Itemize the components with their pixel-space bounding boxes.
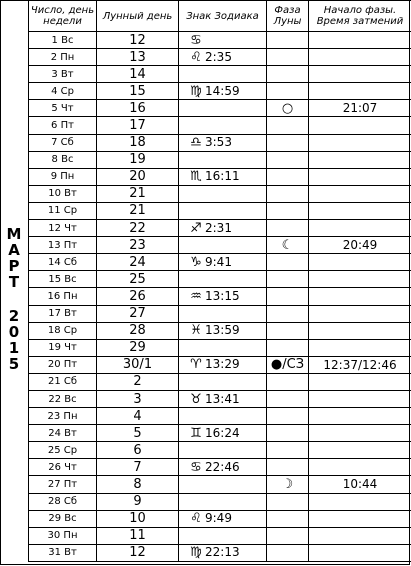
date-cell: 19 Чт (29, 339, 97, 356)
zodiac-cell (179, 390, 267, 407)
header-date: Число, день недели (29, 1, 97, 32)
zodiac-cell (179, 168, 267, 185)
side-year-digit: 5 (8, 354, 20, 373)
date-cell: 9 Пн (29, 168, 97, 185)
phase-time-cell (309, 168, 411, 185)
table-row (29, 49, 411, 66)
table-row (29, 271, 411, 288)
zodiac-cell (179, 202, 267, 219)
zodiac-cell (179, 100, 267, 117)
table-row (29, 151, 411, 168)
phase-time-cell (309, 32, 411, 49)
phase-time-cell (309, 442, 411, 459)
table-row (29, 237, 411, 254)
zodiac-sign-icon: ♉ (190, 391, 202, 407)
date-cell: 23 Пн (29, 408, 97, 425)
zodiac-cell (179, 459, 267, 476)
table-row (29, 322, 411, 339)
lunar-day-cell: 3 (97, 390, 179, 407)
moon-phase-cell: ☽ (267, 476, 309, 493)
zodiac-cell (179, 339, 267, 356)
lunar-day-cell: 20 (97, 168, 179, 185)
table-row (29, 425, 411, 442)
table-row (29, 459, 411, 476)
table-row (29, 390, 411, 407)
zodiac-sign-icon: ♓ (190, 323, 202, 339)
moon-phase-cell (267, 134, 309, 151)
moon-phase-cell (267, 339, 309, 356)
lunar-day-cell: 14 (97, 66, 179, 83)
zodiac-cell (179, 373, 267, 390)
date-cell: 3 Вт (29, 66, 97, 83)
date-cell: 1 Вс (29, 32, 97, 49)
table-row (29, 356, 411, 373)
moon-phase-cell (267, 544, 309, 561)
zodiac-time: 16:24 (205, 425, 240, 440)
zodiac-time: 3:53 (205, 135, 232, 150)
zodiac-sign-icon: ♑ (190, 254, 202, 270)
moon-phase-cell (267, 185, 309, 202)
date-cell: 18 Ср (29, 322, 97, 339)
table-row (29, 168, 411, 185)
lunar-day-cell: 28 (97, 322, 179, 339)
header-phase-time: Начало фазы. Время затмений (309, 1, 411, 32)
side-month (7, 226, 22, 290)
table-row (29, 202, 411, 219)
lunar-day-cell: 25 (97, 271, 179, 288)
table-row (29, 254, 411, 271)
zodiac-cell (179, 442, 267, 459)
lunar-day-cell: 7 (97, 459, 179, 476)
zodiac-cell (179, 356, 267, 373)
date-cell: 17 Вт (29, 305, 97, 322)
phase-time-cell (309, 459, 411, 476)
zodiac-cell (179, 544, 267, 561)
date-cell: 29 Вс (29, 510, 97, 527)
date-cell: 20 Пт (29, 356, 97, 373)
zodiac-sign-icon: ♍ (190, 83, 202, 99)
zodiac-cell (179, 66, 267, 83)
moon-phase-cell (267, 288, 309, 305)
moon-phase-cell (267, 442, 309, 459)
lunar-day-cell: 17 (97, 117, 179, 134)
date-cell: 16 Пн (29, 288, 97, 305)
zodiac-time: 14:59 (205, 83, 240, 98)
moon-phase-cell (267, 425, 309, 442)
zodiac-cell (179, 134, 267, 151)
phase-time-cell: 12:37/12:46 (309, 356, 411, 373)
date-cell: 11 Ср (29, 202, 97, 219)
phase-time-cell (309, 254, 411, 271)
zodiac-cell (179, 305, 267, 322)
zodiac-cell (179, 527, 267, 544)
lunar-day-cell: 4 (97, 408, 179, 425)
zodiac-cell (179, 476, 267, 493)
zodiac-sign-icon: ♈ (190, 357, 202, 373)
date-cell: 15 Вс (29, 271, 97, 288)
zodiac-cell (179, 117, 267, 134)
phase-time-cell (309, 220, 411, 237)
table-row (29, 288, 411, 305)
table-row (29, 442, 411, 459)
date-cell: 6 Пт (29, 117, 97, 134)
zodiac-cell (179, 425, 267, 442)
date-cell: 10 Вт (29, 185, 97, 202)
table-row (29, 373, 411, 390)
calendar-table (28, 0, 411, 562)
moon-phase-cell (267, 408, 309, 425)
phase-time-cell: 21:07 (309, 100, 411, 117)
moon-phase-cell: ●/СЗ (267, 356, 309, 373)
moon-phase-cell (267, 493, 309, 510)
table-row (29, 100, 411, 117)
table-row (29, 527, 411, 544)
date-cell: 4 Ср (29, 83, 97, 100)
phase-time-cell (309, 66, 411, 83)
lunar-day-cell: 24 (97, 254, 179, 271)
zodiac-cell (179, 288, 267, 305)
phase-time-cell (309, 544, 411, 561)
date-cell: 30 Пн (29, 527, 97, 544)
side-month-letter: А (8, 240, 20, 259)
month-year-label (0, 31, 28, 566)
lunar-day-cell: 26 (97, 288, 179, 305)
zodiac-cell (179, 493, 267, 510)
table-row (29, 408, 411, 425)
zodiac-cell (179, 32, 267, 49)
phase-time-cell (309, 493, 411, 510)
lunar-day-cell: 8 (97, 476, 179, 493)
phase-time-cell (309, 288, 411, 305)
lunar-day-cell: 9 (97, 493, 179, 510)
moon-phase-cell (267, 168, 309, 185)
zodiac-cell (179, 49, 267, 66)
lunar-day-cell: 2 (97, 373, 179, 390)
phase-time-cell (309, 339, 411, 356)
moon-phase-cell (267, 220, 309, 237)
phase-time-cell (309, 185, 411, 202)
phase-time-cell (309, 390, 411, 407)
lunar-day-cell: 16 (97, 100, 179, 117)
lunar-day-cell: 15 (97, 83, 179, 100)
lunar-day-cell: 13 (97, 49, 179, 66)
calendar-body (29, 32, 411, 562)
zodiac-sign-icon: ♍ (190, 545, 202, 561)
header-row (29, 1, 411, 32)
zodiac-time: 13:15 (205, 288, 240, 303)
phase-time-cell (309, 202, 411, 219)
zodiac-cell (179, 237, 267, 254)
lunar-day-cell: 12 (97, 544, 179, 561)
moon-phase-cell: ☾ (267, 237, 309, 254)
table-row (29, 493, 411, 510)
date-cell: 12 Чт (29, 220, 97, 237)
side-month-letter: Р (8, 256, 20, 275)
header-zodiac: Знак Зодиака (179, 1, 267, 32)
zodiac-cell (179, 83, 267, 100)
lunar-day-cell: 21 (97, 185, 179, 202)
side-month-letter: М (6, 224, 22, 243)
zodiac-cell (179, 151, 267, 168)
side-year-digit: 2 (8, 306, 20, 325)
zodiac-cell (179, 185, 267, 202)
zodiac-sign-icon: ♌ (190, 49, 202, 65)
lunar-day-cell: 18 (97, 134, 179, 151)
phase-time-cell (309, 49, 411, 66)
lunar-day-cell: 29 (97, 339, 179, 356)
date-cell: 24 Вт (29, 425, 97, 442)
lunar-day-cell: 11 (97, 527, 179, 544)
phase-time-cell (309, 510, 411, 527)
date-cell: 31 Вт (29, 544, 97, 561)
lunar-day-cell: 6 (97, 442, 179, 459)
zodiac-time: 2:35 (205, 49, 232, 64)
zodiac-time: 22:13 (205, 545, 240, 560)
moon-phase-cell (267, 151, 309, 168)
zodiac-time: 22:46 (205, 459, 240, 474)
date-cell: 21 Сб (29, 373, 97, 390)
zodiac-sign-icon: ♒ (190, 288, 202, 304)
lunar-day-cell: 23 (97, 237, 179, 254)
lunar-day-cell: 30/1 (97, 356, 179, 373)
phase-time-cell (309, 425, 411, 442)
table-row (29, 339, 411, 356)
zodiac-time: 2:31 (205, 220, 232, 235)
moon-phase-cell: ○ (267, 100, 309, 117)
moon-phase-cell (267, 32, 309, 49)
date-cell: 8 Вс (29, 151, 97, 168)
lunar-day-cell: 21 (97, 202, 179, 219)
date-cell: 7 Сб (29, 134, 97, 151)
moon-phase-cell (267, 305, 309, 322)
lunar-day-cell: 27 (97, 305, 179, 322)
zodiac-time: 13:59 (205, 323, 240, 338)
zodiac-cell (179, 254, 267, 271)
side-year-digit: 0 (8, 322, 20, 341)
phase-time-cell: 10:44 (309, 476, 411, 493)
side-year (9, 308, 19, 372)
zodiac-sign-icon: ♏ (190, 169, 202, 185)
date-cell: 22 Вс (29, 390, 97, 407)
zodiac-time: 16:11 (205, 169, 240, 184)
header-moon-phase: Фаза Луны (267, 1, 309, 32)
moon-phase-cell (267, 66, 309, 83)
lunar-day-cell: 12 (97, 32, 179, 49)
lunar-day-cell: 10 (97, 510, 179, 527)
moon-phase-cell (267, 510, 309, 527)
phase-time-cell (309, 83, 411, 100)
moon-phase-cell (267, 202, 309, 219)
table-row (29, 510, 411, 527)
date-cell: 13 Пт (29, 237, 97, 254)
table-row (29, 66, 411, 83)
zodiac-cell (179, 510, 267, 527)
zodiac-cell (179, 322, 267, 339)
lunar-day-cell: 19 (97, 151, 179, 168)
phase-time-cell (309, 373, 411, 390)
phase-time-cell (309, 151, 411, 168)
moon-phase-cell (267, 117, 309, 134)
table-row (29, 83, 411, 100)
zodiac-sign-icon: ♋ (190, 459, 202, 475)
moon-phase-cell (267, 254, 309, 271)
header-lunar-day: Лунный день (97, 1, 179, 32)
zodiac-sign-icon: ♌ (190, 511, 202, 527)
zodiac-time: 9:49 (205, 511, 232, 526)
zodiac-sign-icon: ♎ (190, 135, 202, 151)
phase-time-cell: 20:49 (309, 237, 411, 254)
moon-phase-cell (267, 271, 309, 288)
phase-time-cell (309, 527, 411, 544)
zodiac-cell (179, 220, 267, 237)
zodiac-cell (179, 271, 267, 288)
lunar-day-cell: 22 (97, 220, 179, 237)
table-row (29, 544, 411, 561)
table-row (29, 185, 411, 202)
phase-time-cell (309, 134, 411, 151)
date-cell: 26 Чт (29, 459, 97, 476)
table-row (29, 134, 411, 151)
table-row (29, 305, 411, 322)
moon-phase-cell (267, 83, 309, 100)
zodiac-cell (179, 408, 267, 425)
date-cell: 27 Пт (29, 476, 97, 493)
zodiac-time: 9:41 (205, 254, 232, 269)
zodiac-time: 13:41 (205, 391, 240, 406)
moon-phase-cell (267, 459, 309, 476)
table-row (29, 220, 411, 237)
phase-time-cell (309, 322, 411, 339)
zodiac-sign-icon: ♋ (190, 32, 202, 48)
lunar-day-cell: 5 (97, 425, 179, 442)
zodiac-sign-icon: ♐ (190, 220, 202, 236)
table-row (29, 32, 411, 49)
phase-time-cell (309, 271, 411, 288)
table-row (29, 117, 411, 134)
date-cell: 2 Пн (29, 49, 97, 66)
moon-phase-cell (267, 390, 309, 407)
zodiac-sign-icon: ♊ (190, 425, 202, 441)
zodiac-time: 13:29 (205, 357, 240, 372)
moon-phase-cell (267, 49, 309, 66)
phase-time-cell (309, 117, 411, 134)
phase-time-cell (309, 408, 411, 425)
date-cell: 28 Сб (29, 493, 97, 510)
table-row (29, 476, 411, 493)
moon-phase-cell (267, 322, 309, 339)
date-cell: 5 Чт (29, 100, 97, 117)
side-year-digit: 1 (8, 338, 20, 357)
side-month-letter: Т (8, 272, 20, 291)
moon-phase-cell (267, 373, 309, 390)
date-cell: 14 Сб (29, 254, 97, 271)
phase-time-cell (309, 305, 411, 322)
moon-phase-cell (267, 527, 309, 544)
date-cell: 25 Ср (29, 442, 97, 459)
